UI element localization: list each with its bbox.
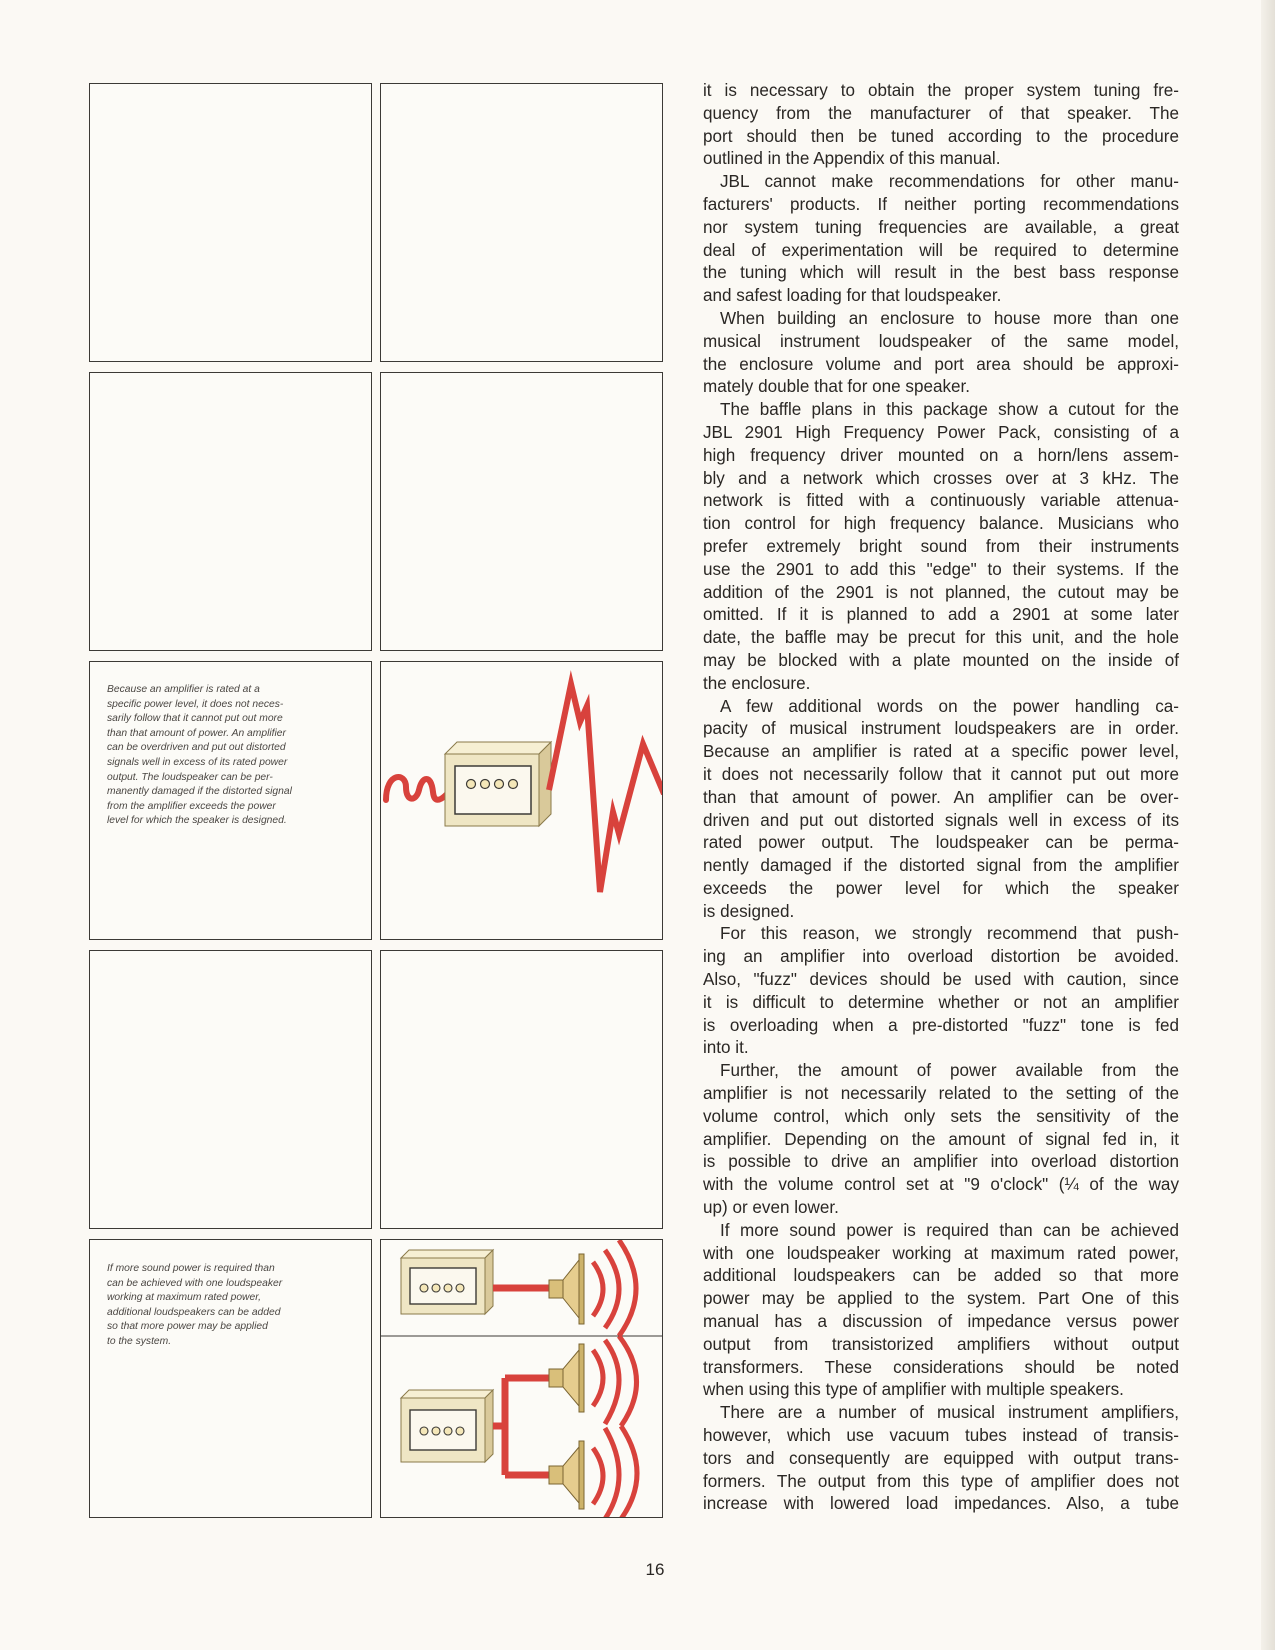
page-number: 16 xyxy=(645,1560,665,1579)
caption-line: specific power level, it does not neces- xyxy=(107,698,284,710)
body-line: A few additional words on the power handling ca- xyxy=(720,696,1179,716)
page-edge-shadow xyxy=(1261,0,1275,1650)
body-line: Because an amplifier is rated at a specific power level, xyxy=(703,742,1179,762)
body-line: is overloading when a pre-distorted "fuzz" tone is fed xyxy=(703,1015,1179,1035)
body-line: than that amount of power. An amplifier can be over- xyxy=(703,787,1179,807)
body-line: is possible to drive an amplifier into overload distortion xyxy=(703,1152,1179,1172)
body-line: the enclosure volume and port area should be approxi- xyxy=(703,354,1179,374)
empty-panel xyxy=(380,372,663,651)
caption-power-rating xyxy=(107,683,292,829)
caption-line: can be achieved with one loudspeaker xyxy=(107,1277,283,1289)
body-line: port should then be tuned according to the procedure xyxy=(703,126,1179,146)
body-line: amplifier. Depending on the amount of signal fed in, it xyxy=(703,1129,1179,1149)
distorted-waveform xyxy=(549,684,663,892)
body-line: quency from the manufacturer of that speaker. The xyxy=(703,103,1179,123)
sound-waves xyxy=(593,1240,636,1336)
caption-line: working at maximum rated power, xyxy=(107,1292,261,1304)
empty-panel xyxy=(89,83,372,362)
body-line: and safest loading for that loudspeaker. xyxy=(703,286,1002,306)
amplifier-cabinet xyxy=(445,742,551,826)
speaker-cable xyxy=(493,1378,551,1475)
caption-more-power xyxy=(107,1262,282,1350)
body-line: tors and consequently are equipped with output trans- xyxy=(703,1448,1179,1468)
body-line: bly and a network which crosses over at 3 kHz. The xyxy=(703,468,1179,488)
body-line: network is fitted with a continuously variable attenua- xyxy=(703,491,1179,511)
body-line: it does not necessarily follow that it cannot put out more xyxy=(703,764,1179,784)
caption-line: so that more power may be applied xyxy=(107,1321,268,1333)
body-line: tion control for high frequency balance. Musicians who xyxy=(703,514,1179,534)
body-line: outlined in the Appendix of this manual. xyxy=(703,149,1001,169)
illustration-panel-overdrive xyxy=(380,661,663,940)
body-line: facturers' products. If neither porting recommendations xyxy=(703,194,1179,214)
body-line: the tuning which will result in the best bass response xyxy=(703,263,1179,283)
body-line: deal of experimentation will be required to determine xyxy=(703,240,1179,260)
body-line: driven and put out distorted signals well in excess of its xyxy=(703,810,1179,830)
amplifier-cabinet xyxy=(401,1390,493,1462)
caption-line: manently damaged if the distorted signal xyxy=(107,786,292,798)
body-line: musical instrument loudspeaker of the same model, xyxy=(703,331,1179,351)
body-line: date, the baffle may be precut for this unit, and the hole xyxy=(703,628,1179,648)
caption-panel-power-rating xyxy=(89,661,372,940)
body-line: When building an enclosure to house more than one xyxy=(720,308,1179,328)
caption-line: to the system. xyxy=(107,1335,172,1347)
body-line: manual has a discussion of impedance versus power xyxy=(703,1312,1179,1332)
body-line: pacity of musical instrument loudspeakers are in order. xyxy=(703,719,1179,739)
caption-line: Because an amplifier is rated at a xyxy=(107,684,260,695)
body-line: For this reason, we strongly recommend that push- xyxy=(720,924,1179,944)
empty-panel xyxy=(89,950,372,1229)
body-line: prefer extremely bright sound from their instruments xyxy=(703,536,1179,556)
speaker-cone xyxy=(549,1441,584,1509)
body-line: however, which use vacuum tubes instead of transis- xyxy=(703,1426,1179,1446)
multiple-speakers-illustration xyxy=(381,1240,663,1518)
body-line: rated power output. The loudspeaker can be perma- xyxy=(703,833,1179,853)
body-line: increase with lowered load impedances. Also, a tube xyxy=(703,1494,1179,1514)
body-line: may be blocked with a plate mounted on the inside of xyxy=(703,650,1179,670)
body-line: The baffle plans in this package show a cutout for the xyxy=(720,400,1179,420)
body-line: omitted. If it is planned to add a 2901 at some later xyxy=(703,605,1179,625)
body-line: with the volume control set at "9 o'clock" (¼ of the way xyxy=(703,1175,1179,1195)
body-line: power may be applied to the system. Part One of this xyxy=(703,1289,1179,1309)
speaker-cone xyxy=(549,1344,584,1412)
caption-line: If more sound power is required than xyxy=(107,1263,275,1274)
empty-panel xyxy=(89,372,372,651)
body-line: nently damaged if the distorted signal from the amplifier xyxy=(703,856,1179,876)
body-line: Further, the amount of power available from the xyxy=(720,1061,1179,1081)
body-line: the enclosure. xyxy=(703,673,811,693)
body-line: is designed. xyxy=(703,901,795,921)
body-line: JBL 2901 High Frequency Power Pack, consisting of a xyxy=(703,422,1179,442)
caption-line: signals well in excess of its rated power xyxy=(107,756,288,768)
caption-line: level for which the speaker is designed. xyxy=(107,815,287,827)
speaker-cone xyxy=(549,1254,584,1324)
body-line: formers. The output from this type of amplifier does not xyxy=(703,1471,1179,1491)
body-line: Also, "fuzz" devices should be used with caution, since xyxy=(703,970,1179,990)
illustration-panel-multiple-speakers xyxy=(380,1239,663,1518)
caption-line: sarily follow that it cannot put out more xyxy=(107,713,283,725)
body-line: additional loudspeakers can be added so that more xyxy=(703,1266,1179,1286)
body-line: JBL cannot make recommendations for other manu- xyxy=(720,172,1179,192)
input-cable-squiggle xyxy=(386,777,447,800)
body-line: addition of the 2901 is not planned, the cutout may be xyxy=(703,582,1179,602)
body-line: nor system tuning frequencies are available, a great xyxy=(703,217,1179,237)
body-line: it is difficult to determine whether or not an amplifier xyxy=(703,992,1179,1012)
body-line: output from transistorized amplifiers without output xyxy=(703,1334,1179,1354)
body-line: ing an amplifier into overload distortion be avoided. xyxy=(703,947,1179,967)
caption-line: than that amount of power. An amplifier xyxy=(107,727,286,739)
body-line: up) or even lower. xyxy=(703,1198,839,1218)
overdrive-illustration xyxy=(381,662,663,940)
body-line: it is necessary to obtain the proper system tuning fre- xyxy=(703,81,1179,100)
empty-panel xyxy=(380,950,663,1229)
body-text-column xyxy=(703,80,1179,1516)
body-line: transformers. These considerations should be noted xyxy=(703,1357,1179,1377)
amplifier-cabinet xyxy=(401,1250,493,1314)
body-line: into it. xyxy=(703,1038,749,1058)
body-line: high frequency driver mounted on a horn/lens assem- xyxy=(703,445,1179,465)
caption-panel-more-power xyxy=(89,1239,372,1518)
body-line: mately double that for one speaker. xyxy=(703,377,971,397)
caption-line: from the amplifier exceeds the power xyxy=(107,800,276,812)
sound-waves xyxy=(593,1336,637,1518)
body-line: If more sound power is required than can be achieved xyxy=(720,1220,1179,1240)
caption-line: additional loudspeakers can be added xyxy=(107,1306,281,1318)
caption-line: can be overdriven and put out distorted xyxy=(107,742,286,754)
body-line: with one loudspeaker working at maximum rated power, xyxy=(703,1243,1179,1263)
body-line: amplifier is not necessarily related to the setting of the xyxy=(703,1084,1179,1104)
body-line: exceeds the power level for which the speaker xyxy=(703,878,1179,898)
body-line: volume control, which only sets the sensitivity of the xyxy=(703,1106,1179,1126)
empty-panel xyxy=(380,83,663,362)
body-line: use the 2901 to add this "edge" to their systems. If the xyxy=(703,559,1179,579)
caption-line: output. The loudspeaker can be per- xyxy=(107,771,273,783)
body-line: There are a number of musical instrument amplifiers, xyxy=(720,1403,1179,1423)
body-line: when using this type of amplifier with multiple speakers. xyxy=(703,1380,1124,1400)
